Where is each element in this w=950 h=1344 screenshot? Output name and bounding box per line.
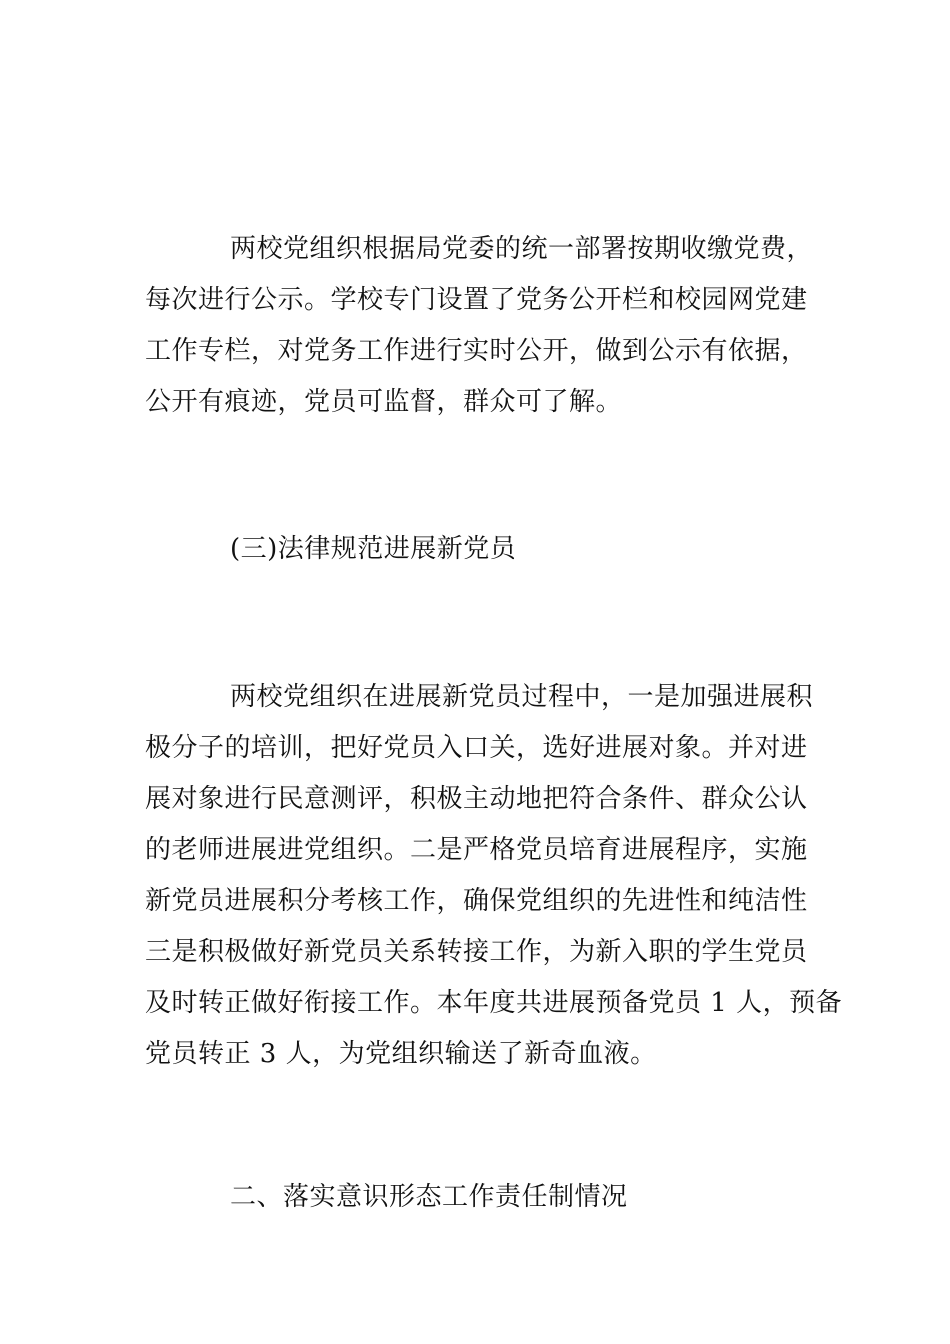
paragraph-line: 公开有痕迹，党员可监督，群众可了解。 xyxy=(145,387,623,417)
paragraph-line: 的老师进展进党组织。二是严格党员培育进展程序，实施 xyxy=(145,835,808,865)
paragraph-line: 两校党组织根据局党委的统一部署按期收缴党费， xyxy=(230,234,814,264)
section-heading-2 xyxy=(145,1172,810,1223)
paragraph-line: 三是积极做好新党员关系转接工作，为新入职的学生党员 xyxy=(145,937,808,967)
heading-text: 二、落实意识形态工作责任制情况 xyxy=(230,1182,628,1212)
section-heading-3 xyxy=(145,524,810,575)
paragraph-line: 每次进行公示。学校专门设置了党务公开栏和校园网党建 xyxy=(145,285,808,315)
paragraph-line: 党员转正 3 人，为党组织输送了新奇血液。 xyxy=(145,1039,657,1069)
paragraph-line: 工作专栏，对党务工作进行实时公开，做到公示有依据， xyxy=(145,336,808,366)
paragraph-line: 展对象进行民意测评，积极主动地把符合条件、群众公认 xyxy=(145,784,808,814)
paragraph-line: 两校党组织在进展新党员过程中，一是加强进展积 xyxy=(230,682,814,712)
paragraph-line: 新党员进展积分考核工作，确保党组织的先进性和纯洁性 xyxy=(145,886,808,916)
paragraph-party-fee-disclosure xyxy=(145,224,814,428)
heading-text: (三)法律规范进展新党员 xyxy=(230,534,517,564)
paragraph-line: 极分子的培训，把好党员入口关，选好进展对象。并对进 xyxy=(145,733,808,763)
paragraph-new-member-development xyxy=(145,672,843,1080)
paragraph-line: 及时转正做好衔接工作。本年度共进展预备党员 1 人，预备 xyxy=(145,988,843,1018)
